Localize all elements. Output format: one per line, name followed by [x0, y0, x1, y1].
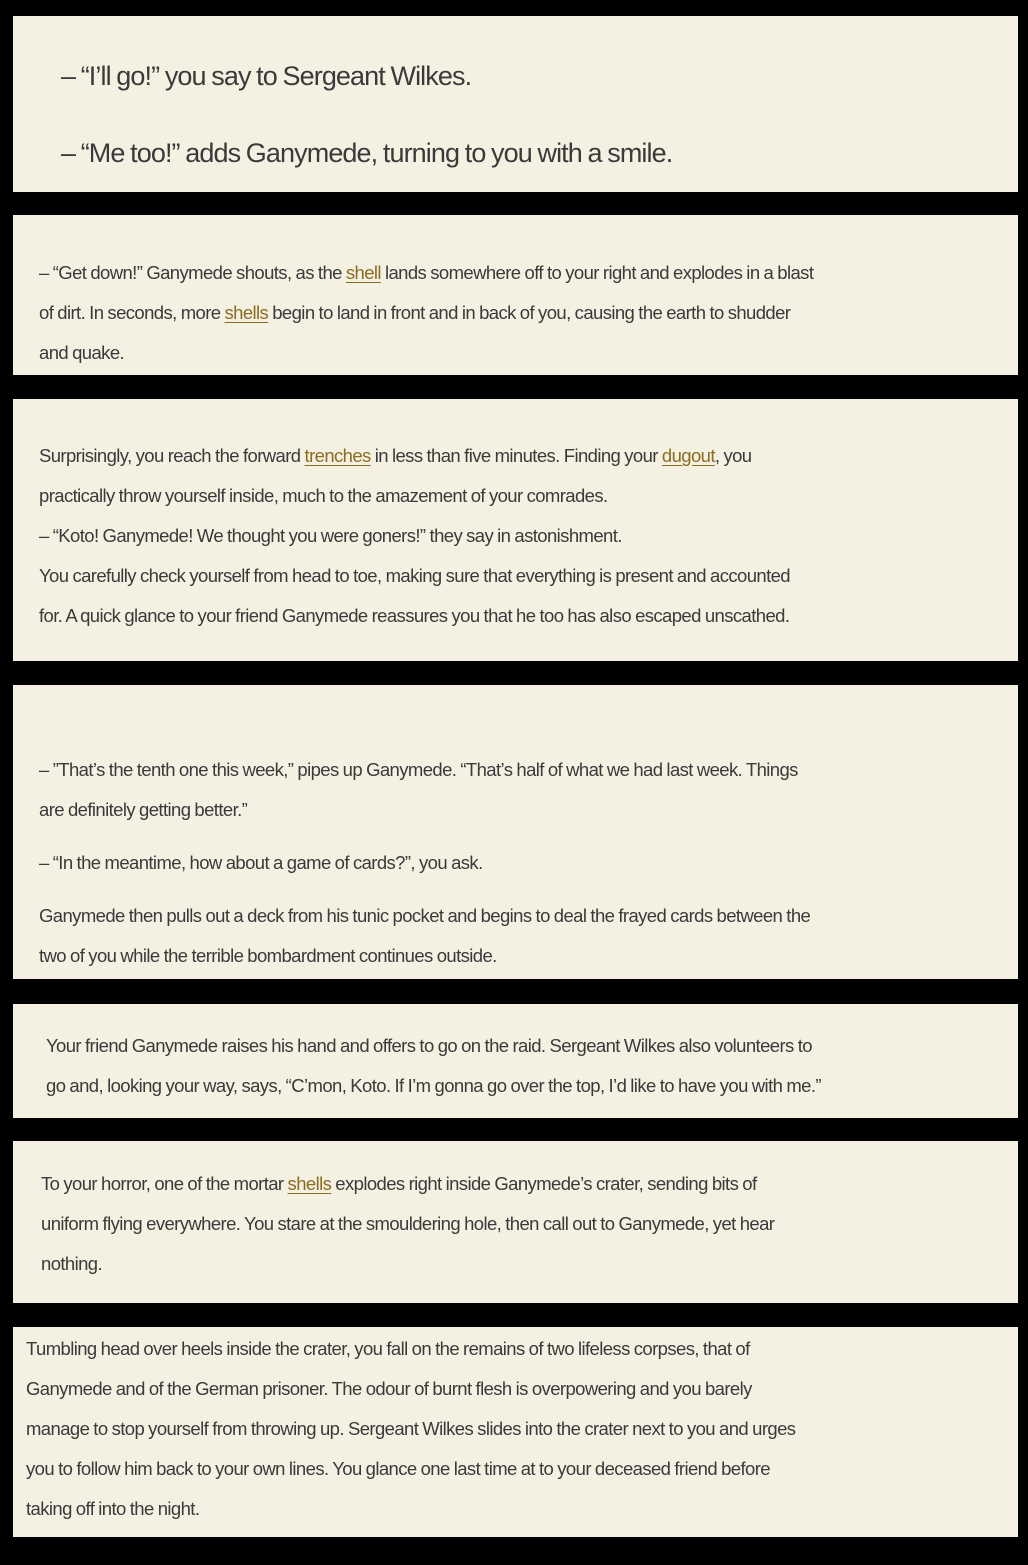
story-line — [41, 1204, 1018, 1244]
story-line — [61, 133, 1018, 173]
story-text: To your horror, one of the mortar — [41, 1173, 288, 1194]
glossary-link-shell[interactable]: shell — [345, 262, 381, 283]
story-card-get-down — [13, 215, 1018, 375]
story-line — [46, 1066, 1018, 1106]
story-text: – “I’ll go!” you say to Sergeant Wilkes. — [61, 61, 472, 91]
story-card-cards-game — [13, 685, 1018, 979]
glossary-link-shells[interactable]: shells — [224, 302, 269, 323]
story-text: practically throw yourself inside, much to the amazement of your comrades. — [39, 485, 608, 506]
story-line — [39, 556, 1018, 596]
story-text: taking off into the night. — [26, 1498, 200, 1519]
story-line — [26, 1489, 1018, 1529]
glossary-link-shells[interactable]: shells — [287, 1173, 332, 1194]
story-text: Tumbling head over heels inside the crater, you fall on the remains of two lifeless corpses, that of — [26, 1338, 750, 1359]
story-line — [39, 596, 1018, 636]
story-text: go and, looking your way, says, “C’mon, Koto. If I’m gonna go over the top, I’d like to have you with me.” — [46, 1075, 821, 1096]
glossary-link-dugout[interactable]: dugout — [661, 445, 715, 466]
story-text: Surprisingly, you reach the forward — [39, 445, 305, 466]
story-card-raid — [13, 1004, 1018, 1118]
story-line — [39, 750, 1018, 790]
story-text: uniform flying everywhere. You stare at the smouldering hole, then call out to Ganymede, yet hear — [41, 1213, 775, 1234]
story-text: are definitely getting better.” — [39, 799, 248, 820]
glossary-link-trenches[interactable]: trenches — [304, 445, 371, 466]
story-text: begin to land in front and in back of you, causing the earth to shudder — [268, 302, 791, 323]
story-card-mortar — [13, 1141, 1018, 1303]
story-text: – “Koto! Ganymede! We thought you were goners!” they say in astonishment. — [39, 525, 622, 546]
story-text: nothing. — [41, 1253, 103, 1274]
story-line — [61, 56, 1018, 96]
story-text: – ”That’s the tenth one this week,” pipes up Ganymede. “That’s half of what we had last week. Things — [39, 759, 798, 780]
story-text: explodes right inside Ganymede’s crater, sending bits of — [331, 1173, 757, 1194]
story-text: lands somewhere off to your right and explodes in a blast — [380, 262, 814, 283]
story-card-volunteer — [13, 16, 1018, 192]
story-text: manage to stop yourself from throwing up. Sergeant Wilkes slides into the crater next to you and urges — [26, 1418, 796, 1439]
story-line — [26, 1369, 1018, 1409]
story-text: – “In the meantime, how about a game of cards?”, you ask. — [39, 852, 483, 873]
story-line — [39, 843, 1018, 883]
story-line — [41, 1164, 1018, 1204]
story-line — [39, 896, 1018, 936]
story-line — [39, 790, 1018, 830]
story-text: Ganymede and of the German prisoner. The odour of burnt flesh is overpowering and you barely — [26, 1378, 752, 1399]
story-card-trenches — [13, 399, 1018, 661]
story-line — [39, 476, 1018, 516]
story-text: two of you while the terrible bombardment continues outside. — [39, 945, 497, 966]
story-card-crater — [13, 1327, 1018, 1537]
story-text: you to follow him back to your own lines. You glance one last time at to your deceased friend before — [26, 1458, 770, 1479]
story-line — [41, 1244, 1018, 1284]
story-text: , you — [714, 445, 752, 466]
story-line — [39, 253, 1018, 293]
story-line — [39, 293, 1018, 333]
story-line — [26, 1329, 1018, 1369]
story-line — [39, 936, 1018, 976]
story-text: – “Me too!” adds Ganymede, turning to you with a smile. — [61, 138, 673, 168]
story-text: in less than five minutes. Finding your — [370, 445, 662, 466]
story-text: – “Get down!” Ganymede shouts, as the — [39, 262, 346, 283]
story-line — [39, 436, 1018, 476]
story-line — [46, 1026, 1018, 1066]
story-line — [39, 516, 1018, 556]
story-text: You carefully check yourself from head to toe, making sure that everything is present and accounted — [39, 565, 790, 586]
story-text: Ganymede then pulls out a deck from his tunic pocket and begins to deal the frayed cards between the — [39, 905, 811, 926]
story-text: of dirt. In seconds, more — [39, 302, 225, 323]
story-text: for. A quick glance to your friend Ganymede reassures you that he too has also escaped unscathed. — [39, 605, 790, 626]
story-text: Your friend Ganymede raises his hand and offers to go on the raid. Sergeant Wilkes also volunteers to — [46, 1035, 812, 1056]
story-text: and quake. — [39, 342, 125, 363]
story-line — [39, 333, 1018, 373]
story-line — [26, 1449, 1018, 1489]
story-line — [26, 1409, 1018, 1449]
